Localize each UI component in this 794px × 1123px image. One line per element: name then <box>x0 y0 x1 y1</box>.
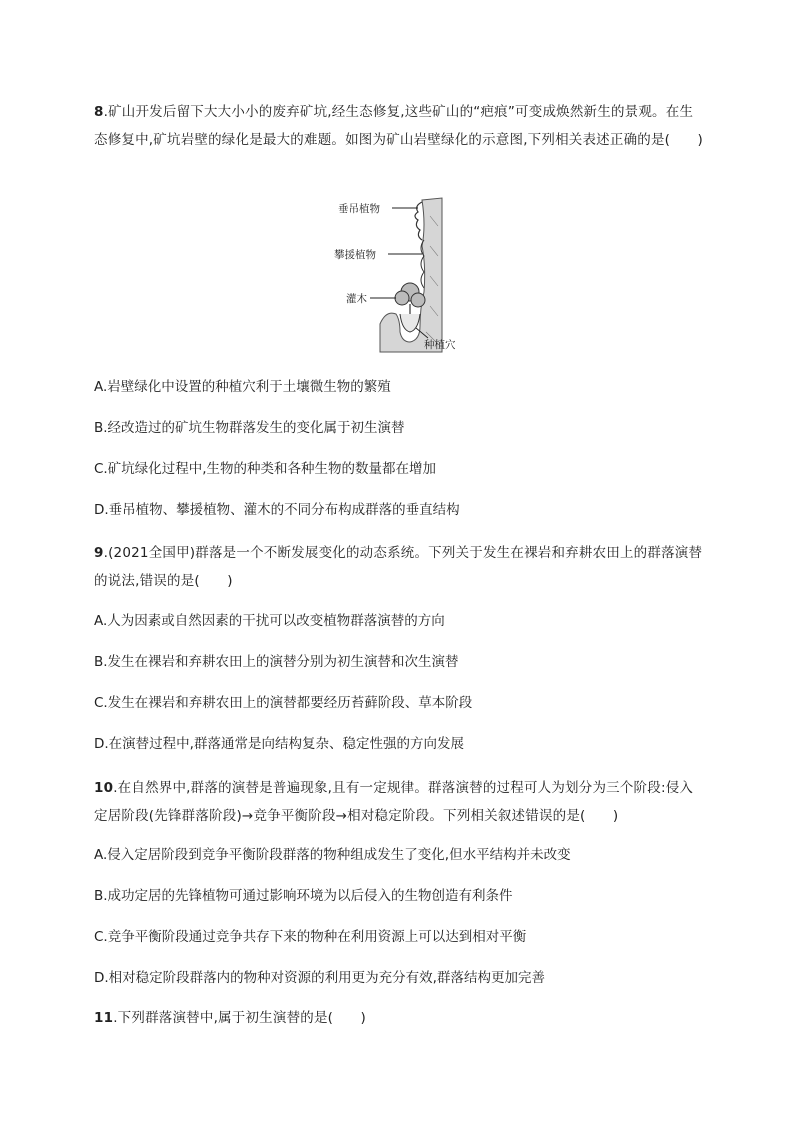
option-10d: D.相对稳定阶段群落内的物种对资源的利用更为充分有效,群落结构更加完善 <box>94 970 545 986</box>
rock-wall-greening-diagram <box>330 196 480 356</box>
label-hanging-plants: 垂吊植物 <box>338 203 380 215</box>
label-planting-pit: 种植穴 <box>424 339 456 351</box>
question-10 <box>94 774 704 830</box>
option-10a: A.侵入定居阶段到竞争平衡阶段群落的物种组成发生了变化,但水平结构并未改变 <box>94 847 571 863</box>
diagram-svg <box>330 196 480 356</box>
question-number: 9 <box>94 545 104 561</box>
label-climbing-plants: 攀援植物 <box>334 249 376 261</box>
option-9a: A.人为因素或自然因素的干扰可以改变植物群落演替的方向 <box>94 613 445 629</box>
option-10b: B.成功定居的先锋植物可通过影响环境为以后侵入的生物创造有利条件 <box>94 888 513 904</box>
question-number: 11 <box>94 1010 114 1026</box>
option-9d: D.在演替过程中,群落通常是向结构复杂、稳定性强的方向发展 <box>94 736 464 752</box>
question-11 <box>94 1004 704 1032</box>
question-stem: .下列群落演替中,属于初生演替的是( ) <box>113 1010 367 1026</box>
question-stem: .(2021全国甲)群落是一个不断发展变化的动态系统。下列关于发生在裸岩和弃耕农田上的群落演替的说法,错误的是( ) <box>94 545 703 589</box>
option-8c: C.矿坑绿化过程中,生物的种类和各种生物的数量都在增加 <box>94 461 437 477</box>
question-9 <box>94 539 704 595</box>
question-number: 8 <box>94 104 104 120</box>
option-9b: B.发生在裸岩和弃耕农田上的演替分别为初生演替和次生演替 <box>94 654 459 670</box>
label-shrub: 灌木 <box>346 293 367 305</box>
question-stem: .在自然界中,群落的演替是普遍现象,且有一定规律。群落演替的过程可人为划分为三个阶段:侵入定居阶段(先锋群落阶段)→竞争平衡阶段→相对稳定阶段。下列相关叙述错误的是( ) <box>94 780 694 824</box>
option-8d: D.垂吊植物、攀援植物、灌木的不同分布构成群落的垂直结构 <box>94 502 460 518</box>
option-8a: A.岩壁绿化中设置的种植穴利于土壤微生物的繁殖 <box>94 379 391 395</box>
question-number: 10 <box>94 780 114 796</box>
option-9c: C.发生在裸岩和弃耕农田上的演替都要经历苔藓阶段、草本阶段 <box>94 695 473 711</box>
question-stem: .矿山开发后留下大大小小的废弃矿坑,经生态修复,这些矿山的“疤痕”可变成焕然新生的景观。在生态修复中,矿坑岩壁的绿化是最大的难题。如图为矿山岩壁绿化的示意图,下列相关表述正确的是( ) <box>94 104 704 148</box>
option-8b: B.经改造过的矿坑生物群落发生的变化属于初生演替 <box>94 420 405 436</box>
option-10c: C.竞争平衡阶段通过竞争共存下来的物种在利用资源上可以达到相对平衡 <box>94 929 527 945</box>
question-8 <box>94 98 704 154</box>
